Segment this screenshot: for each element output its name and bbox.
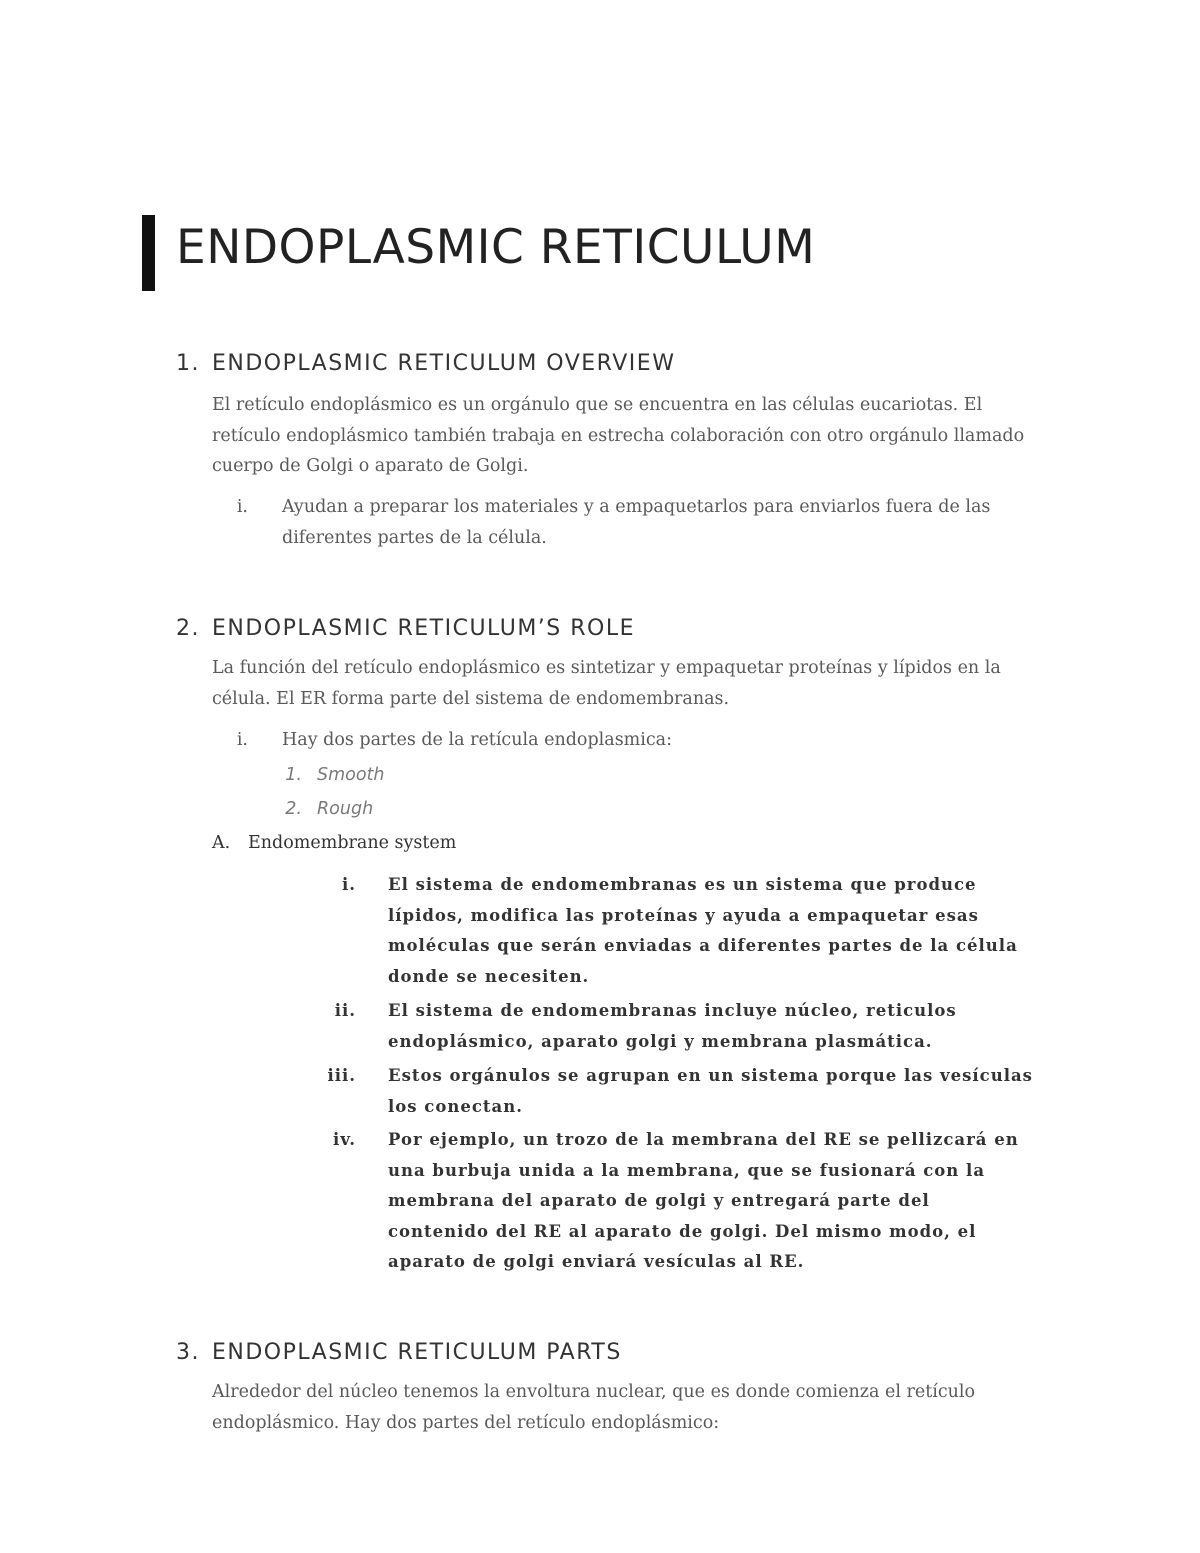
subsection-label: Endomembrane system	[248, 833, 457, 853]
subsection-item-text: Por ejemplo, un trozo de la membrana del RE se pellizcará en una burbuja unida a la membrana, que se fusionará con la membrana del aparato de golgi y entregará parte del contenido del RE al aparato de golgi. Del mismo modo, el aparato de golgi enviará vesículas al RE.	[388, 1130, 1019, 1271]
sub-list-text: Rough	[317, 799, 374, 819]
subsection-item-marker: iii.	[327, 1066, 356, 1085]
section-paragraph-3: Alrededor del núcleo tenemos la envoltura nuclear, que es donde comienza el retículo endoplásmico. Hay dos partes del retículo endoplásmico:	[212, 1382, 976, 1433]
subsection-item-marker: ii.	[334, 1001, 356, 1020]
subsection-item-text: El sistema de endomembranas es un sistema que produce lípidos, modifica las proteínas y ayuda a empaquetar esas moléculas que serán enviadas a diferentes partes de la célula donde se necesiten.	[388, 875, 1018, 986]
section-number: 1.	[176, 351, 200, 376]
subsection-item-text: El sistema de endomembranas incluye núcleo, reticulos endoplásmico, aparato golgi y membrana plasmática.	[388, 1001, 957, 1051]
sub-list-text: Smooth	[317, 765, 385, 785]
sub-list-marker: 2.	[285, 799, 302, 819]
subsection-marker: A.	[212, 833, 231, 853]
list-marker: i.	[236, 497, 248, 517]
title-accent-bar	[142, 215, 155, 291]
document-title: ENDOPLASMIC RETICULUM	[176, 220, 816, 275]
subsection-item-marker: iv.	[333, 1130, 356, 1149]
sub-list-marker: 1.	[285, 765, 302, 785]
section-title: ENDOPLASMIC RETICULUM OVERVIEW	[212, 351, 676, 376]
subsection-item-text: Estos orgánulos se agrupan en un sistema porque las vesículas los conectan.	[388, 1066, 1033, 1116]
section-paragraph-2: La función del retículo endoplásmico es sintetizar y empaquetar proteínas y lípidos en la célula. El ER forma parte del sistema de endomembranas.	[212, 658, 1001, 709]
list-marker: i.	[236, 730, 248, 750]
section-number: 2.	[176, 616, 200, 641]
section-title: ENDOPLASMIC RETICULUM PARTS	[212, 1340, 622, 1365]
section-heading-1	[176, 349, 675, 379]
list-item-text: Hay dos partes de la retícula endoplasmica:	[282, 730, 672, 750]
section-heading-3	[176, 1338, 622, 1368]
section-number: 3.	[176, 1340, 200, 1365]
section-heading-2	[176, 614, 635, 644]
section-title: ENDOPLASMIC RETICULUM’S ROLE	[212, 616, 636, 641]
list-item-text: Ayudan a preparar los materiales y a empaquetarlos para enviarlos fuera de las diferentes partes de la célula.	[282, 497, 991, 548]
section-paragraph-1: El retículo endoplásmico es un orgánulo que se encuentra en las células eucariotas. El retículo endoplásmico también trabaja en estrecha colaboración con otro orgánulo llamado cuerpo de Golgi o aparato de Golgi.	[212, 395, 1025, 476]
subsection-item-marker: i.	[341, 875, 356, 894]
